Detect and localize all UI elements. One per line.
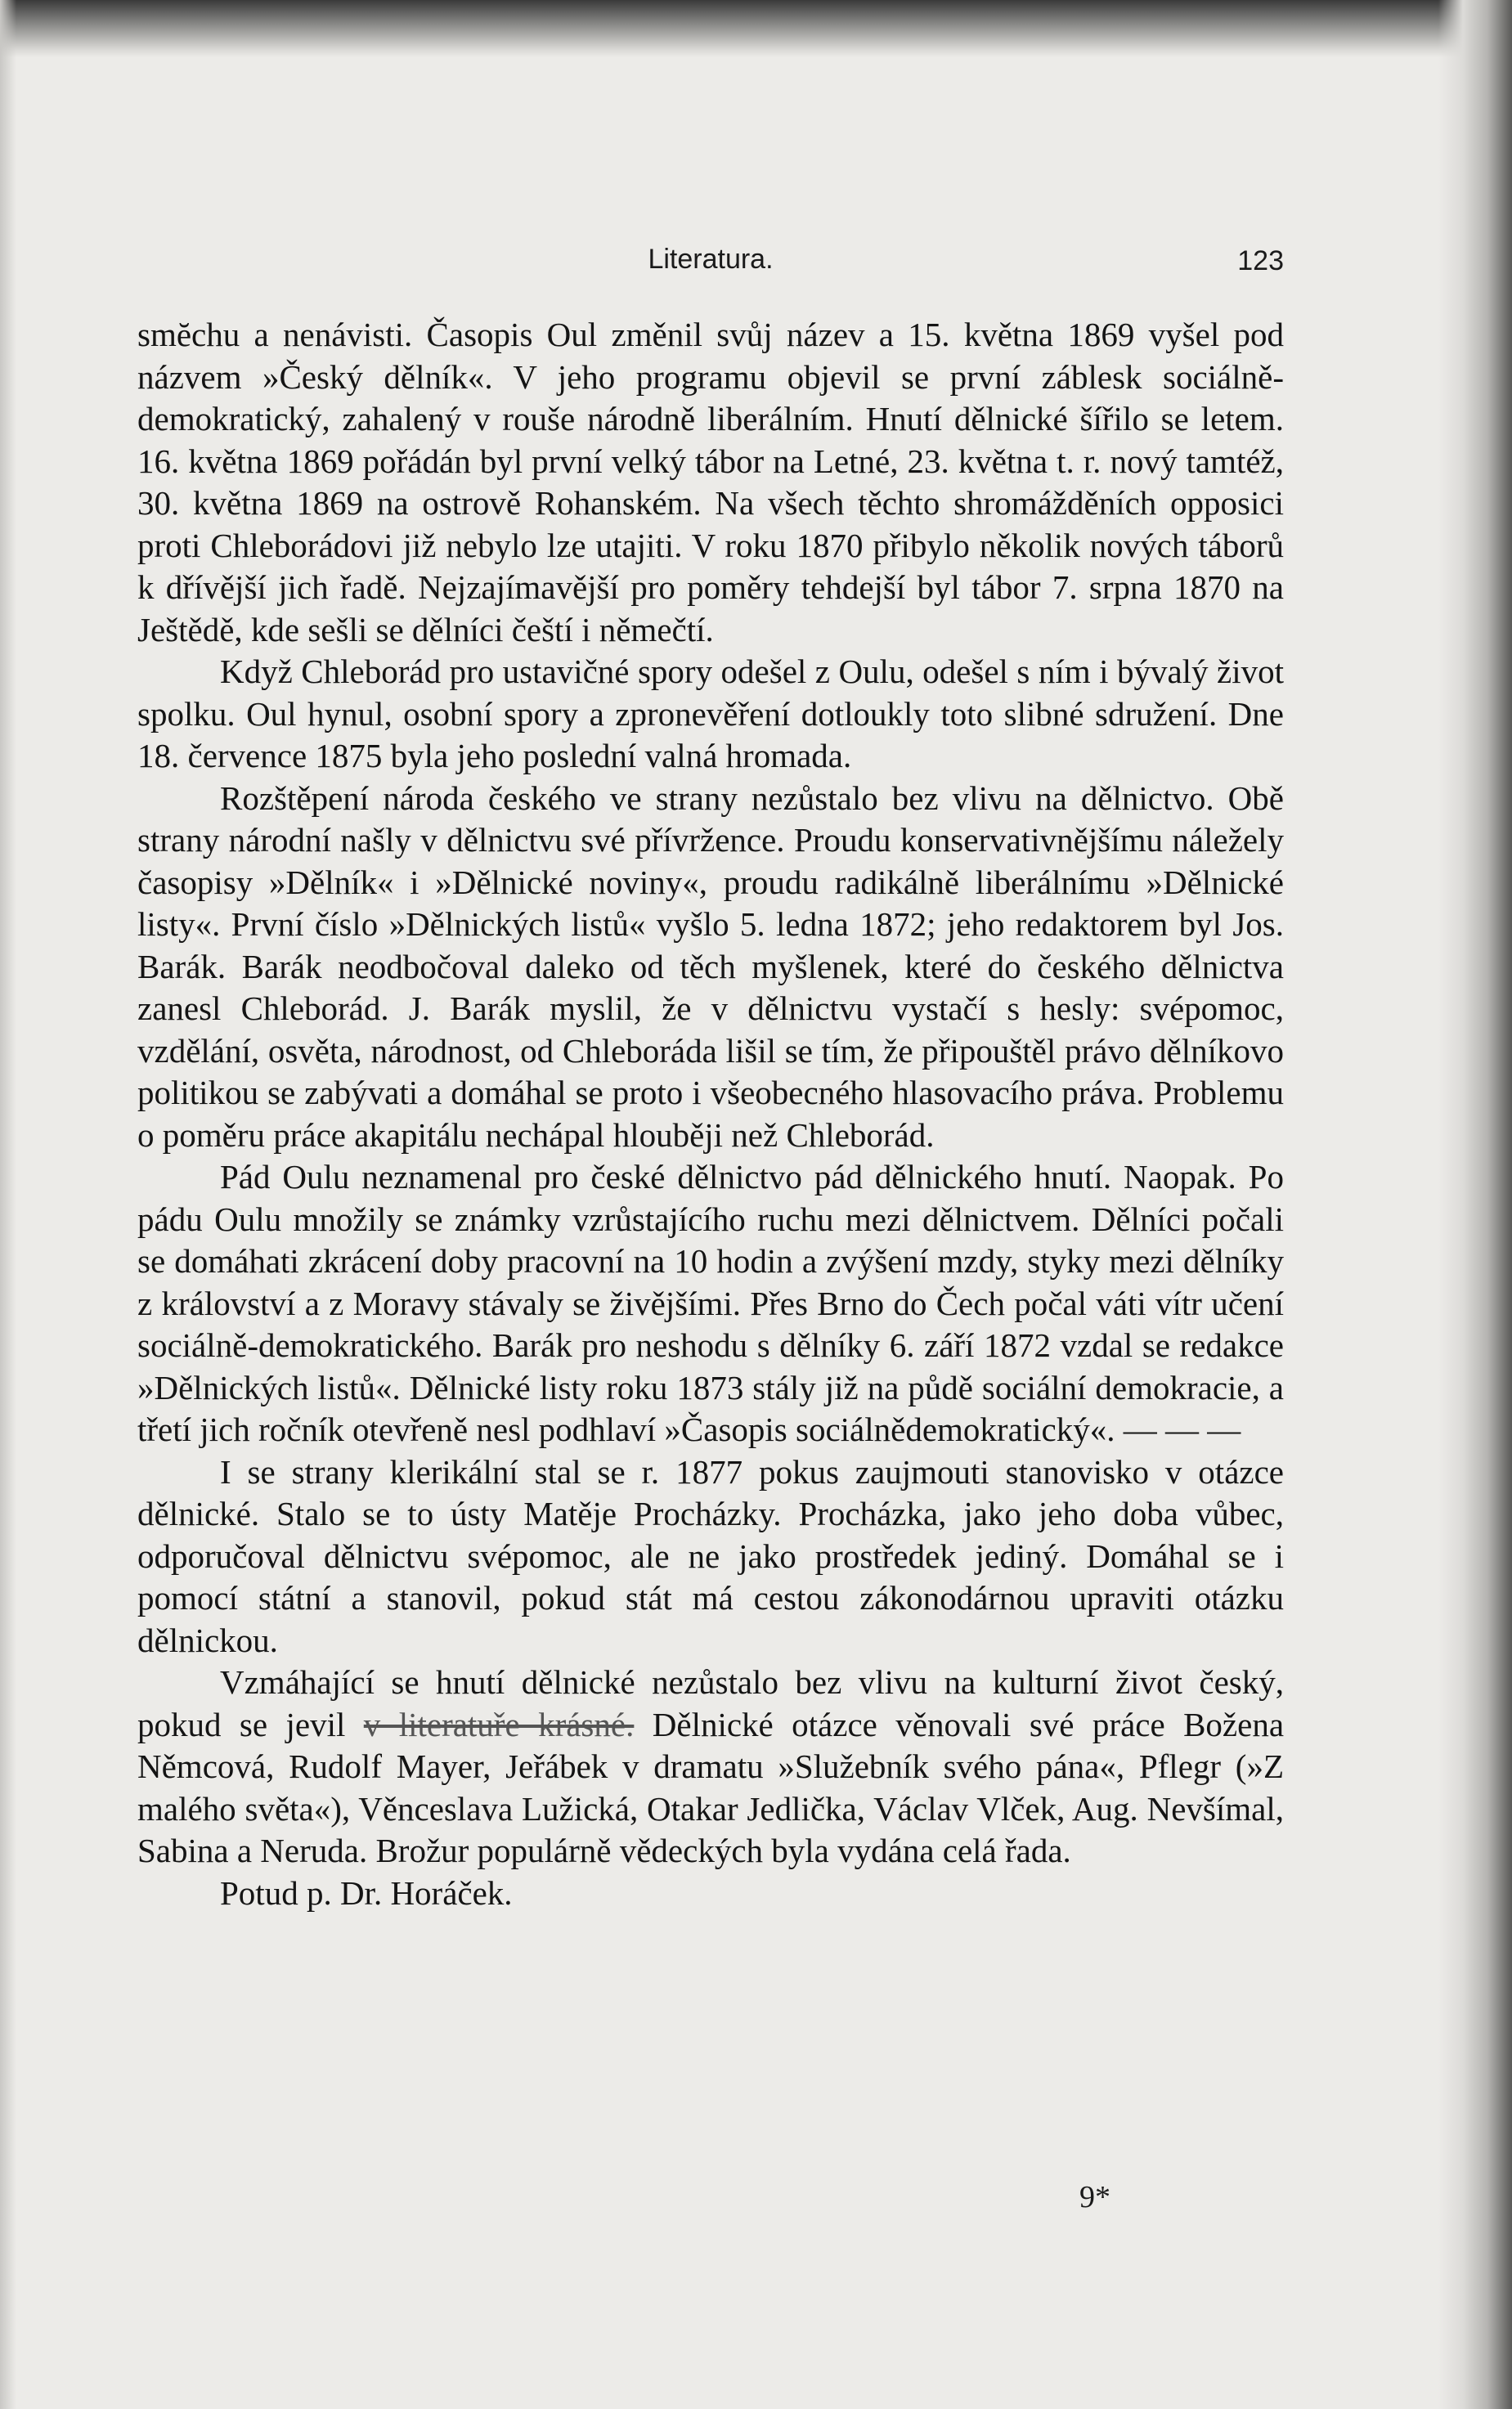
paragraph: smĕchu a nenávisti. Časopis Oul změnil svůj název a 15. května 1869 vyšel pod názvem »Český dělník«. V jeho programu objevil se první záblesk sociálně-demokratický, zahalený v rouše národně liberálním. Hnutí dělnické šířilo se letem. 16. května 1869 pořádán byl první velký tábor na Letné, 23. května t. r. nový tamtéž, 30. května 1869 na ostrově Rohanském. Na všech těchto shromážděních opposici proti Chleborádovi již nebylo lze utajiti. V roku 1870 přibylo několik nových táborů k dřívější jich řadě. Nejzajímavější pro poměry tehdejší byl tábor 7. srpna 1870 na Ještědě, kde sešli se dělníci čeští i němečtí. bbox=[137, 316, 1284, 648]
struck-text: v literatuře krásné. bbox=[363, 1705, 635, 1743]
running-title: Literatura. bbox=[648, 244, 774, 275]
scan-shadow-right bbox=[1438, 0, 1512, 2409]
paragraph: I se strany klerikální stal se r. 1877 pokus zaujmouti stanovisko v otázce dělnické. Stalo se to ústy Matěje Procházky. Procházka, jako jeho doba vůbec, odporučoval dělnictvu svépomoc, ale ne jako prostředek jediný. Domáhal se i pomocí státní a stanovil, pokud stát má cestou zákonodárnou upraviti otázku dělnickou. bbox=[137, 1452, 1284, 1659]
paragraph: Potud p. Dr. Horáček. bbox=[220, 1873, 513, 1912]
page-number: 123 bbox=[1237, 245, 1284, 276]
paragraph: Pád Oulu neznamenal pro české dělnictvo pád dělnického hnutí. Naopak. Po pádu Oulu množily se známky vzrůstajícího ruchu mezi dělnictvem. Dělníci počali se domáhati zkrácení doby pracovní na 10 hodin a zvýšení mzdy, styky mezi dělníky z království a z Moravy stávaly se živějšími. Přes Brno do Čech počal váti vítr učení sociálně-demokratického. Barák pro neshodu s dělníky 6. září 1872 vzdal se redakce »Dělnických listů«. Dělnické listy roku 1873 stály již na půdě sociální demokracie, a třetí jich ročník otevřeně nesl podhlaví »Časopis sociálnědemokratický«. — — — bbox=[137, 1158, 1284, 1448]
paragraph: Rozštěpení národa českého ve strany nezůstalo bez vlivu na dělnictvo. Obě strany národní našly v dělnictvu své přívržence. Proudu konservativnějšímu náležely časopisy »Dělník« i »Dělnické noviny«, proudu radikálně liberálnímu »Dělnické listy«. První číslo »Dělnických listů« vyšlo 5. ledna 1872; jeho redaktorem byl Jos. Barák. Barák neodbočoval daleko od těch myšlenek, které do českého dělnictva zanesl Chleborád. J. Barák myslil, že v dělnictvu vystačí s hesly: svépomoc, vzdělání, osvěta, národnost, od Chleboráda lišil se tím, že připouštěl právo dělníkovo politikou se zabývati a domáhal se proto i všeobecného hlasovacího práva. Problemu o poměru práce akapitálu nechápal hlouběji než Chleborád. bbox=[137, 778, 1284, 1154]
paragraph bbox=[137, 1662, 1284, 1873]
paragraph: Když Chleborád pro ustavičné spory odešel z Oulu, odešel s ním i bývalý život spolku. Oul hynul, osobní spory a zpronevěření dotloukly toto slibné sdružení. Dne 18. července 1875 byla jeho poslední valná hromada. bbox=[137, 653, 1284, 774]
scan-shadow-top bbox=[0, 0, 1512, 57]
paragraph-text: Dělnické otázce věnovali své práce Božena Němcová, Rudolf Mayer, Jeřábek v dramatu »Služebník svého pána«, Pflegr (»Z malého světa«), Věnceslava Lužická, Otakar Jedlička, Václav Vlček, Aug. Nevšímal, Sabina a Neruda. Brožur populárně vědeckých byla vydána celá řada. bbox=[137, 1705, 1285, 1869]
paragraph-text: Vzmáhající se hnutí dělnické nezůstalo bez vlivu na kulturní život český, pokud se jevil bbox=[137, 1663, 1284, 1743]
scan-shadow-left bbox=[0, 0, 16, 2409]
body-text bbox=[137, 314, 1284, 1914]
signature-mark: 9* bbox=[1079, 2180, 1110, 2214]
running-head bbox=[137, 244, 1284, 285]
